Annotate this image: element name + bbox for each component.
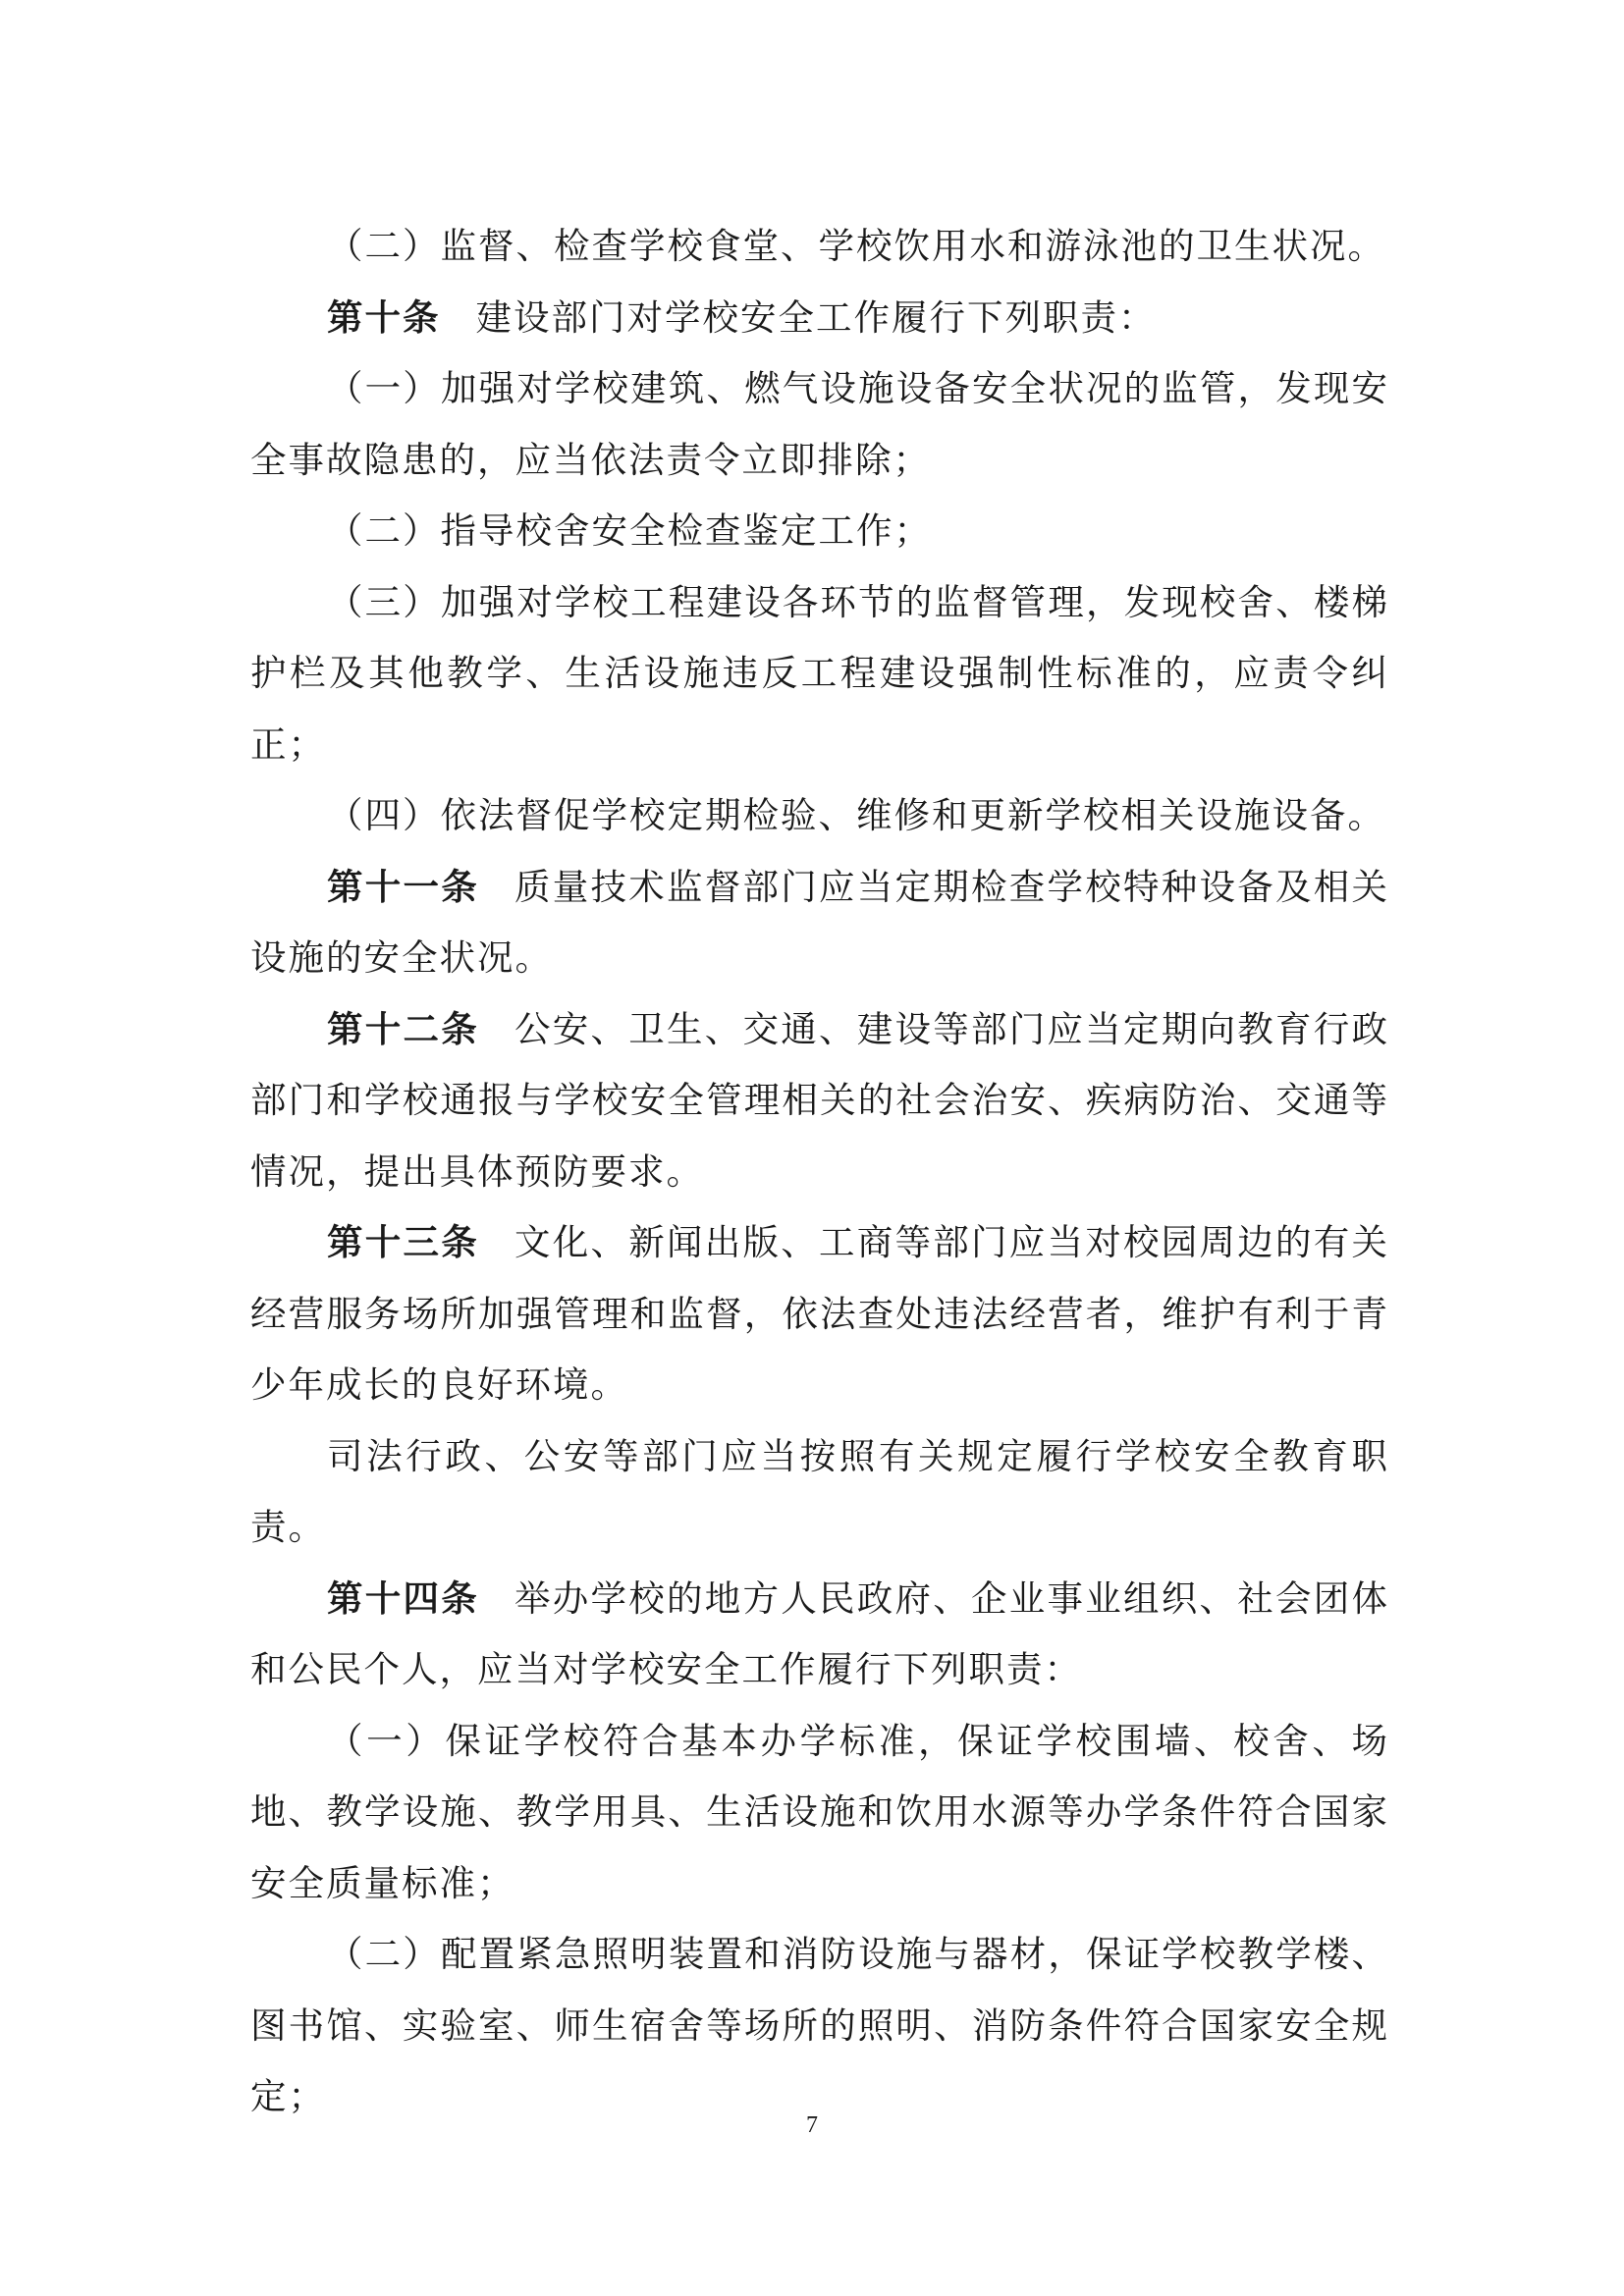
article-heading: 第十三条 — [327, 1221, 479, 1263]
paragraph — [250, 496, 1389, 567]
paragraph-text: （一）保证学校符合基本办学标准，保证学校围墙、校舍、场地、教学设施、教学用具、生活设施和饮用水源等办学条件符合国家安全质量标准； — [250, 1719, 1389, 1904]
paragraph — [250, 211, 1389, 283]
page-number: 7 — [806, 2112, 818, 2138]
article-paragraph — [250, 852, 1389, 994]
paragraph-text: （四）依法督促学校定期检验、维修和更新学校相关设施设备。 — [327, 794, 1385, 836]
article-paragraph — [250, 1207, 1389, 1421]
article-heading: 第十一条 — [327, 865, 479, 908]
article-heading: 第十条 — [327, 295, 441, 339]
paragraph-text: （二）监督、检查学校食堂、学校饮用水和游泳池的卫生状况。 — [327, 225, 1385, 267]
paragraph-text: （三）加强对学校工程建设各环节的监督管理，发现校舍、楼梯护栏及其他教学、生活设施违反工程建设强制性标准的，应责令纠正； — [250, 580, 1389, 766]
paragraph-text: （一）加强对学校建筑、燃气设施设备安全状况的监管，发现安全事故隐患的，应当依法责令立即排除； — [250, 367, 1389, 481]
paragraph — [250, 1706, 1389, 1920]
article-heading: 第十二条 — [327, 1007, 479, 1050]
article-paragraph — [250, 283, 1389, 354]
paragraph-text: （二）配置紧急照明装置和消防设施与器材，保证学校教学楼、图书馆、实验室、师生宿舍等场所的照明、消防条件符合国家安全规定； — [250, 1933, 1389, 2117]
paragraph — [250, 1919, 1389, 2133]
paragraph-text: 公安、卫生、交通、建设等部门应当定期向教育行政部门和学校通报与学校安全管理相关的社会治安、疾病防治、交通等情况，提出具体预防要求。 — [250, 1007, 1389, 1193]
paragraph-text: 司法行政、公安等部门应当按照有关规定履行学校安全教育职责。 — [250, 1434, 1389, 1548]
article-paragraph — [250, 994, 1389, 1208]
paragraph — [250, 780, 1389, 852]
paragraph-text: 举办学校的地方人民政府、企业事业组织、社会团体和公民个人，应当对学校安全工作履行下列职责： — [250, 1576, 1389, 1690]
paragraph-text: 质量技术监督部门应当定期检查学校特种设备及相关设施的安全状况。 — [250, 865, 1389, 979]
paragraph — [250, 353, 1389, 496]
paragraph — [250, 567, 1389, 781]
article-paragraph — [250, 1564, 1389, 1706]
paragraph-text: 文化、新闻出版、工商等部门应当对校园周边的有关经营服务场所加强管理和监督，依法查处违法经营者，维护有利于青少年成长的良好环境。 — [250, 1221, 1389, 1406]
paragraph-text: 建设部门对学校安全工作履行下列职责： — [475, 295, 1157, 339]
article-heading: 第十四条 — [327, 1576, 479, 1620]
paragraph — [250, 1421, 1389, 1564]
paragraph-text: （二）指导校舍安全检查鉴定工作； — [327, 509, 932, 552]
body-text — [250, 211, 1389, 2133]
